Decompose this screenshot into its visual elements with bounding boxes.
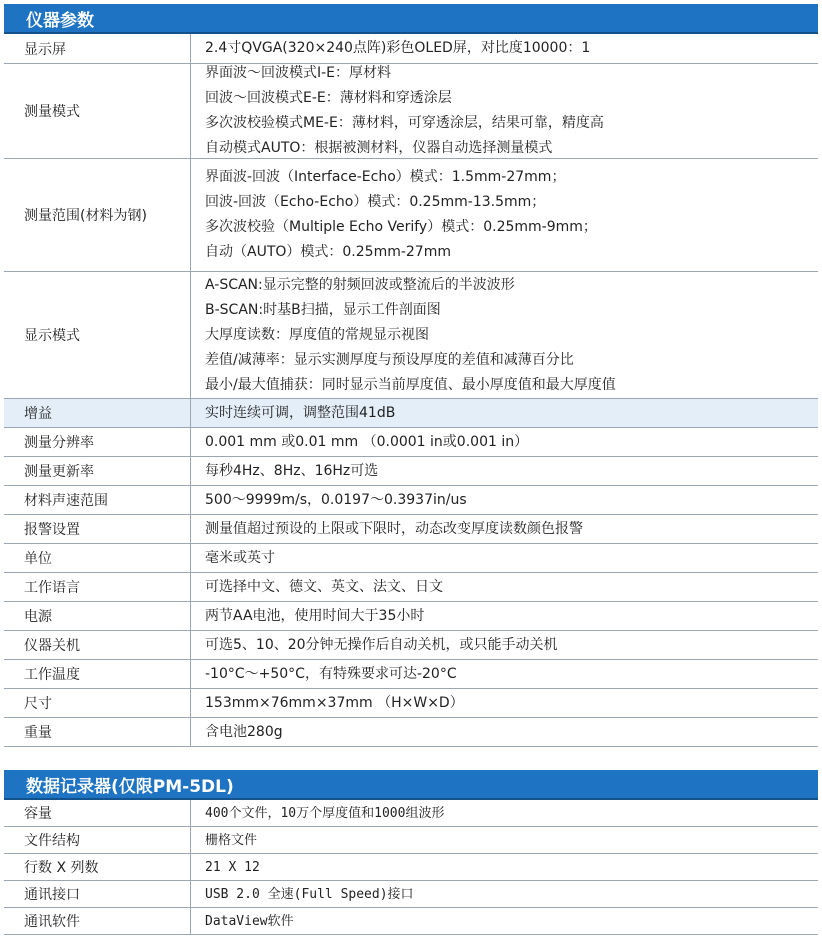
row-value — [191, 428, 818, 456]
row-value — [191, 660, 818, 688]
row-label: 仪器关机 — [4, 631, 191, 659]
row-label: 通讯软件 — [4, 908, 191, 934]
value-line: 2.4寸QVGA(320×240点阵)彩色OLED屏，对比度10000：1 — [205, 40, 591, 56]
row-value — [191, 486, 818, 514]
table-row — [4, 718, 818, 747]
row-value — [191, 544, 818, 572]
table-row — [4, 399, 818, 428]
table-row — [4, 631, 818, 660]
row-label: 行数 X 列数 — [4, 854, 191, 880]
row-label: 工作语言 — [4, 573, 191, 601]
datalogger-table — [4, 800, 818, 935]
row-label: 通讯接口 — [4, 881, 191, 907]
table-row — [4, 602, 818, 631]
value-line: 多次波校验模式ME-E：薄材料，可穿透涂层，结果可靠，精度高 — [205, 115, 604, 131]
table-row — [4, 544, 818, 573]
value-line: USB 2.0 全速(Full Speed)接口 — [205, 886, 414, 902]
row-value — [191, 159, 818, 271]
value-line: 可选择中文、德文、英文、法文、日文 — [205, 578, 443, 595]
value-line: 差值/减薄率：显示实测厚度与预设厚度的差值和减薄百分比 — [205, 351, 574, 368]
value-line: 栅格文件 — [205, 832, 258, 848]
value-line: A-SCAN:显示完整的射频回波或整流后的半波波形 — [205, 276, 515, 293]
row-value — [191, 718, 818, 746]
value-line: 含电池280g — [205, 723, 283, 740]
row-label: 增益 — [4, 399, 191, 427]
row-label: 测量范围(材料为钢) — [4, 159, 191, 271]
table-row — [4, 854, 818, 881]
row-label: 测量更新率 — [4, 457, 191, 485]
row-value — [191, 631, 818, 659]
datalogger-section-title: 数据记录器(仅限PM-5DL) — [4, 770, 818, 800]
row-label: 尺寸 — [4, 689, 191, 717]
row-value — [191, 689, 818, 717]
row-label: 显示屏 — [4, 34, 191, 63]
row-value — [191, 881, 818, 907]
row-value — [191, 827, 818, 853]
row-label: 测量分辨率 — [4, 428, 191, 456]
value-line: B-SCAN:时基B扫描，显示工件剖面图 — [205, 301, 441, 318]
row-label: 容量 — [4, 800, 191, 826]
table-row — [4, 908, 818, 935]
value-line: 大厚度读数：厚度值的常规显示视图 — [205, 326, 429, 343]
table-row — [4, 573, 818, 602]
value-line: 0.001 mm 或0.01 mm （0.0001 in或0.001 in） — [205, 433, 529, 450]
table-row — [4, 660, 818, 689]
row-value — [191, 602, 818, 630]
row-label: 电源 — [4, 602, 191, 630]
table-row — [4, 515, 818, 544]
table-row — [4, 159, 818, 272]
row-label: 重量 — [4, 718, 191, 746]
value-line: 最小/最大值捕获：同时显示当前厚度值、最小厚度值和最大厚度值 — [205, 376, 616, 393]
row-value — [191, 272, 818, 398]
value-line: 回波-回波（Echo-Echo）模式：0.25mm-13.5mm； — [205, 194, 546, 210]
value-line: 自动模式AUTO：根据被测材料，仪器自动选择测量模式 — [205, 140, 553, 156]
row-label: 报警设置 — [4, 515, 191, 543]
instrument-table — [4, 34, 818, 747]
row-label: 单位 — [4, 544, 191, 572]
value-line: 自动（AUTO）模式：0.25mm-27mm — [205, 244, 451, 260]
row-value — [191, 399, 818, 427]
row-label: 测量模式 — [4, 64, 191, 158]
table-row — [4, 272, 818, 399]
table-row — [4, 689, 818, 718]
table-row — [4, 428, 818, 457]
instrument-section-title: 仪器参数 — [4, 4, 818, 34]
table-row — [4, 64, 818, 159]
row-value — [191, 908, 818, 934]
row-label: 文件结构 — [4, 827, 191, 853]
value-line: 400个文件，10万个厚度值和1000组波形 — [205, 805, 445, 821]
value-line: -10°C～+50°C，有特殊要求可达-20°C — [205, 665, 457, 682]
row-value — [191, 515, 818, 543]
row-value — [191, 64, 818, 158]
value-line: DataView软件 — [205, 913, 294, 929]
table-row — [4, 34, 818, 64]
value-line: 实时连续可调，调整范围41dB — [205, 404, 396, 421]
value-line: 多次波校验（Multiple Echo Verify）模式：0.25mm-9mm； — [205, 219, 597, 235]
value-line: 界面波-回波（Interface-Echo）模式：1.5mm-27mm； — [205, 169, 566, 185]
row-value — [191, 457, 818, 485]
row-value — [191, 854, 818, 880]
value-line: 21 X 12 — [205, 859, 260, 875]
table-row — [4, 486, 818, 515]
value-line: 毫米或英寸 — [205, 549, 275, 566]
value-line: 可选5、10、20分钟无操作后自动关机，或只能手动关机 — [205, 636, 558, 653]
value-line: 500～9999m/s，0.0197～0.3937in/us — [205, 491, 467, 508]
datalogger-section — [4, 770, 818, 935]
value-line: 每秒4Hz、8Hz、16Hz可选 — [205, 462, 379, 479]
instrument-section — [4, 4, 818, 747]
table-row — [4, 827, 818, 854]
table-row — [4, 881, 818, 908]
row-label: 工作温度 — [4, 660, 191, 688]
row-value — [191, 34, 818, 63]
value-line: 测量值超过预设的上限或下限时，动态改变厚度读数颜色报警 — [205, 520, 583, 537]
table-row — [4, 800, 818, 827]
value-line: 界面波～回波模式I-E：厚材料 — [205, 65, 392, 81]
value-line: 153mm×76mm×37mm （H×W×D） — [205, 694, 464, 711]
value-line: 两节AA电池，使用时间大于35小时 — [205, 607, 425, 624]
row-label: 材料声速范围 — [4, 486, 191, 514]
row-value — [191, 573, 818, 601]
row-value — [191, 800, 818, 826]
value-line: 回波～回波模式E-E：薄材料和穿透涂层 — [205, 90, 452, 106]
row-label: 显示模式 — [4, 272, 191, 398]
table-row — [4, 457, 818, 486]
